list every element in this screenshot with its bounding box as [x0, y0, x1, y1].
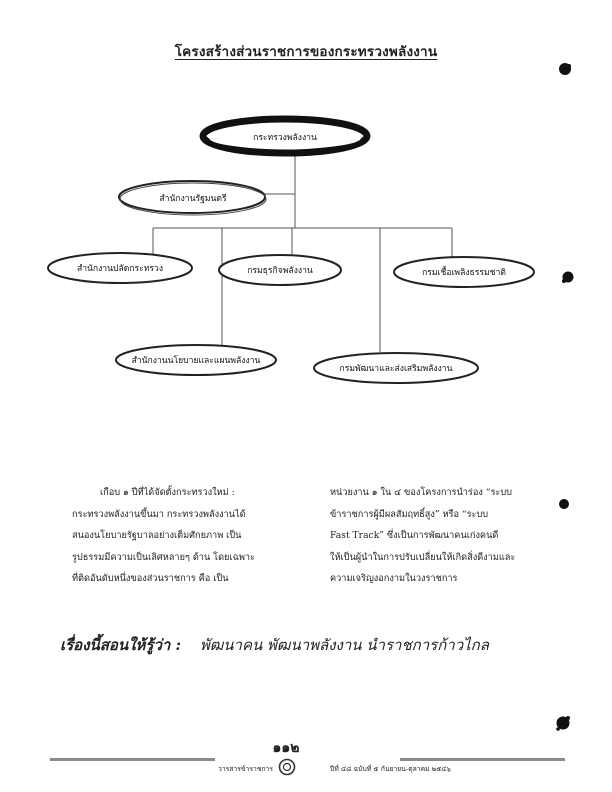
body-right-line: ความเจริญงอกงามในวงราชการ — [330, 573, 458, 584]
footer-journal-name: วารสารข้าราชการ — [218, 765, 274, 773]
node-dept-alternative-energy: กรมพัฒนาและส่งเสริมพลังงาน — [339, 364, 453, 374]
ink-blot-decoration — [553, 712, 573, 734]
ink-blot-decoration — [556, 60, 574, 78]
body-right-line: หน่วยงาน ๑ ใน ๔ ของโครงการนำร่อง “ระบบ — [330, 487, 513, 498]
body-left-line: ที่ติดอันดับหนึ่งของส่วนราชการ คือ เป็น — [72, 573, 229, 584]
page-title: โครงสร้างส่วนราชการของกระทรวงพลังงาน — [174, 44, 438, 60]
node-permanent-secretary-office: สำนักงานปลัดกระทรวง — [76, 264, 164, 274]
body-right-line: ให้เป็นผู้นำในการปรับเปลี่ยนให้เกิดสิ่งดีงามและ — [330, 551, 516, 563]
body-left-line: กระทรวงพลังงานขึ้นมา กระทรวงพลังงานได้ — [72, 508, 246, 520]
callout-text: พัฒนาคน พัฒนาพลังงาน นำราชการก้าวไกล — [199, 636, 489, 654]
body-left-line: สนองนโยบายรัฐบาลอย่างเต็มศักยภาพ เป็น — [72, 530, 242, 541]
ink-blot-decoration — [560, 268, 576, 286]
footer-rule-left — [50, 758, 215, 761]
footer-issue-info: ปีที่ ๔๘ ฉบับที่ ๕ กันยายน-ตุลาคม ๒๕๔๖ — [330, 765, 451, 773]
body-right-column — [330, 482, 550, 590]
journal-logo-icon — [278, 758, 296, 776]
callout-lead: เรื่องนี้สอนให้รู้ว่า : — [60, 636, 182, 654]
node-dept-mineral-fuels: กรมเชื้อเพลิงธรรมชาติ — [422, 268, 506, 278]
body-right-line: ข้าราชการผู้มีผลสัมฤทธิ์สูง” หรือ “ระบบ — [330, 508, 489, 520]
body-right-line: Fast Track” ซึ่งเป็นการพัฒนาคนเก่งคนดี — [330, 530, 499, 541]
node-minister-office: สำนักงานรัฐมนตรี — [159, 194, 227, 204]
footer-rule-right — [400, 758, 565, 761]
page-number: ๑๑๒ — [272, 740, 300, 756]
body-left-column — [72, 482, 284, 590]
node-ministry: กระทรวงพลังงาน — [253, 133, 317, 143]
moral-callout — [60, 633, 580, 657]
node-dept-energy-business: กรมธุรกิจพลังงาน — [247, 266, 313, 276]
body-left-line: รูปธรรมมีความเป็นเลิศหลายๆ ด้าน โดยเฉพาะ — [72, 551, 255, 563]
node-energy-policy-office: สำนักงานนโยบายและแผนพลังงาน — [131, 356, 261, 366]
page-footer — [0, 738, 612, 778]
body-left-line: เกือบ ๑ ปีที่ได้จัดตั้งกระทรวงใหม่ : — [100, 487, 235, 498]
ink-blot-decoration — [556, 496, 572, 512]
